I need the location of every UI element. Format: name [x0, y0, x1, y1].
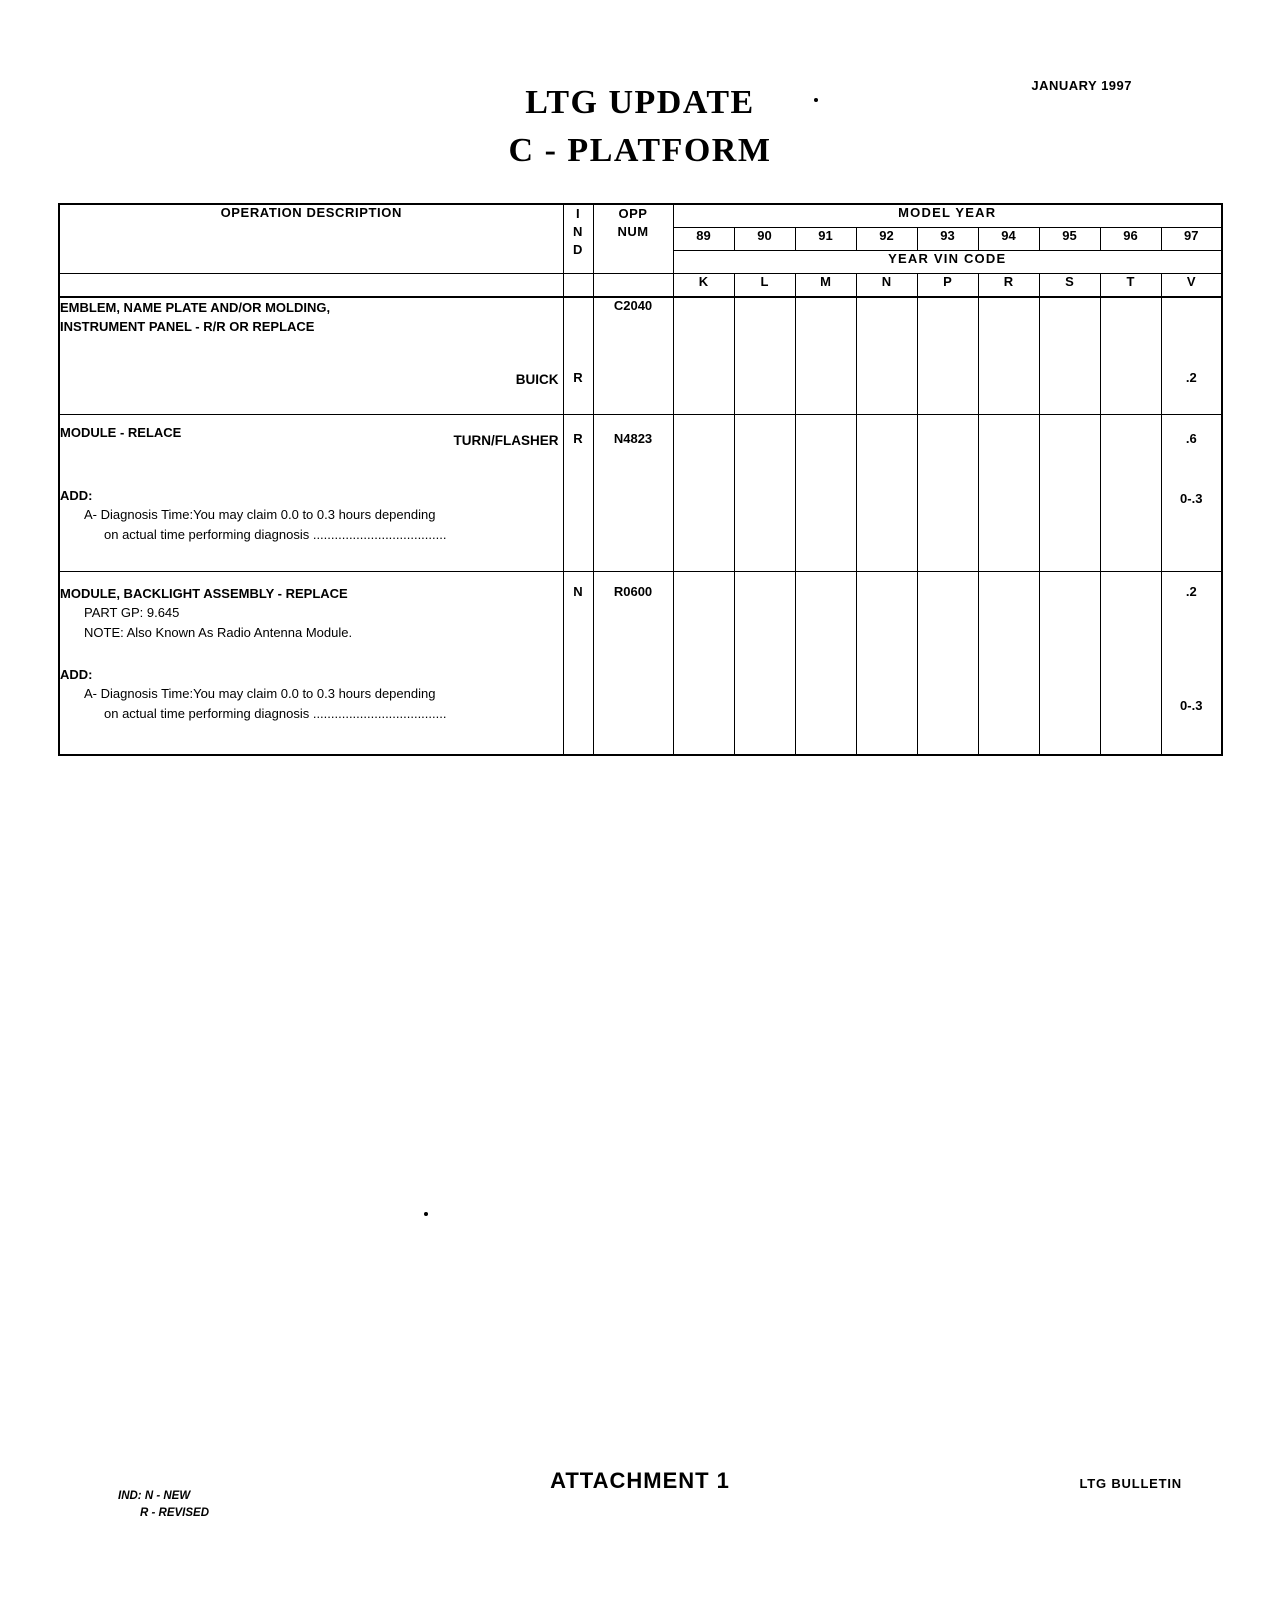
row3-opp-value: R0600	[613, 584, 653, 599]
row1-cell-90	[734, 297, 795, 415]
table-row	[59, 415, 1222, 572]
header-year-96: 96	[1100, 228, 1161, 251]
header-year-92: 92	[856, 228, 917, 251]
row1-cell-94	[978, 297, 1039, 415]
header-vin-N: N	[856, 274, 917, 298]
row3-opp	[593, 572, 673, 756]
title-line-2: C - PLATFORM	[508, 132, 772, 169]
labor-time-table	[58, 203, 1223, 756]
row1-cell-96	[1100, 297, 1161, 415]
ind-legend	[118, 1488, 209, 1522]
header-opp-l2: NUM	[617, 224, 649, 239]
header-ind-l3: D	[573, 242, 583, 257]
row2-cell-95	[1039, 415, 1100, 572]
row3-cell-92	[856, 572, 917, 756]
header-opp-l1: OPP	[618, 206, 648, 221]
title-line-1: LTG UPDATE	[525, 84, 755, 121]
row3-cell-90	[734, 572, 795, 756]
row1-ind	[563, 297, 593, 415]
row3-ind	[563, 572, 593, 756]
header-year-95: 95	[1039, 228, 1100, 251]
row3-value-97: .2	[1185, 584, 1197, 599]
row3-sub-line2: NOTE: Also Known As Radio Antenna Module.	[84, 625, 353, 640]
row2-cell-96	[1100, 415, 1161, 572]
row3-add-label: ADD:	[60, 667, 93, 682]
row1-cell-91	[795, 297, 856, 415]
header-opp-num	[593, 204, 673, 274]
row2-add-line1: A- Diagnosis Time:You may claim 0.0 to 0.3 hours depending	[84, 507, 436, 522]
row2-add-line2: on actual time performing diagnosis .....................................	[104, 527, 447, 542]
stray-mark-bottom	[424, 1212, 428, 1216]
ind-legend-line1: IND: N - NEW	[118, 1490, 191, 1502]
row3-description	[59, 572, 563, 756]
row1-cell-95	[1039, 297, 1100, 415]
row1-cell-93	[917, 297, 978, 415]
attachment-label: ATTACHMENT 1	[550, 1468, 730, 1493]
row3-cell-91	[795, 572, 856, 756]
row2-cell-93	[917, 415, 978, 572]
table-row	[59, 572, 1222, 756]
labor-time-table-container	[58, 203, 1203, 756]
header-vin-L: L	[734, 274, 795, 298]
header-vin-P: P	[917, 274, 978, 298]
row1-desc-line2: INSTRUMENT PANEL - R/R OR REPLACE	[60, 319, 315, 334]
row3-add-line2: on actual time performing diagnosis .....................................	[104, 706, 447, 721]
header-year-93: 93	[917, 228, 978, 251]
header-year-94: 94	[978, 228, 1039, 251]
row2-description	[59, 415, 563, 572]
header-year-89: 89	[673, 228, 734, 251]
row1-ind-value: R	[573, 370, 583, 385]
row2-ind	[563, 415, 593, 572]
header-vin-V: V	[1161, 274, 1222, 298]
row3-cell-97	[1161, 572, 1222, 756]
row2-desc-line1: MODULE - RELACE	[60, 425, 182, 440]
header-operation-description: OPERATION DESCRIPTION	[59, 204, 563, 274]
table-header-row-1	[59, 204, 1222, 228]
table-row	[59, 297, 1222, 415]
row2-ind-value: R	[573, 431, 583, 446]
row1-right-label: BUICK	[515, 372, 559, 387]
row3-add-line1: A- Diagnosis Time:You may claim 0.0 to 0.3 hours depending	[84, 686, 436, 701]
row2-add-value-97: 0-.3	[1180, 491, 1203, 506]
stray-mark-top	[814, 98, 818, 102]
row3-cell-96	[1100, 572, 1161, 756]
row1-opp: C2040	[593, 297, 673, 415]
row2-cell-97	[1161, 415, 1222, 572]
row2-opp	[593, 415, 673, 572]
row3-cell-94	[978, 572, 1039, 756]
header-year-vin-code: YEAR VIN CODE	[673, 251, 1222, 274]
row3-add-value-97: 0-.3	[1180, 698, 1203, 713]
header-year-90: 90	[734, 228, 795, 251]
header-year-91: 91	[795, 228, 856, 251]
row3-ind-value: N	[573, 584, 583, 599]
row2-cell-89	[673, 415, 734, 572]
header-year-97: 97	[1161, 228, 1222, 251]
row3-cell-93	[917, 572, 978, 756]
table-header-row-4	[59, 274, 1222, 298]
document-date: JANUARY 1997	[1031, 78, 1132, 93]
row1-cell-89	[673, 297, 734, 415]
row1-cell-97	[1161, 297, 1222, 415]
row2-opp-value: N4823	[613, 431, 653, 446]
row2-right-label: TURN/FLASHER	[453, 433, 559, 448]
row1-cell-92	[856, 297, 917, 415]
header-ind-l1: I	[575, 206, 581, 221]
header-vin-M: M	[795, 274, 856, 298]
ind-legend-line2: R - REVISED	[140, 1507, 210, 1519]
header-vin-R: R	[978, 274, 1039, 298]
row3-sub-line1: PART GP: 9.645	[84, 605, 180, 620]
row2-cell-90	[734, 415, 795, 572]
row2-cell-94	[978, 415, 1039, 572]
row2-add-label: ADD:	[60, 488, 93, 503]
row3-cell-95	[1039, 572, 1100, 756]
row3-desc-line1: MODULE, BACKLIGHT ASSEMBLY - REPLACE	[60, 586, 348, 601]
row1-value-97: .2	[1185, 370, 1197, 385]
row1-description	[59, 297, 563, 415]
header-vin-T: T	[1100, 274, 1161, 298]
row2-cell-92	[856, 415, 917, 572]
row1-desc-line1: EMBLEM, NAME PLATE AND/OR MOLDING,	[60, 300, 331, 315]
document-title	[0, 80, 1280, 174]
header-vin-S: S	[1039, 274, 1100, 298]
header-model-year: MODEL YEAR	[673, 204, 1222, 228]
bulletin-label: LTG BULLETIN	[1079, 1476, 1182, 1491]
header-vin-K: K	[673, 274, 734, 298]
header-ind	[563, 204, 593, 274]
row2-value-97: .6	[1185, 431, 1197, 446]
row2-cell-91	[795, 415, 856, 572]
header-ind-l2: N	[573, 224, 583, 239]
row3-cell-89	[673, 572, 734, 756]
